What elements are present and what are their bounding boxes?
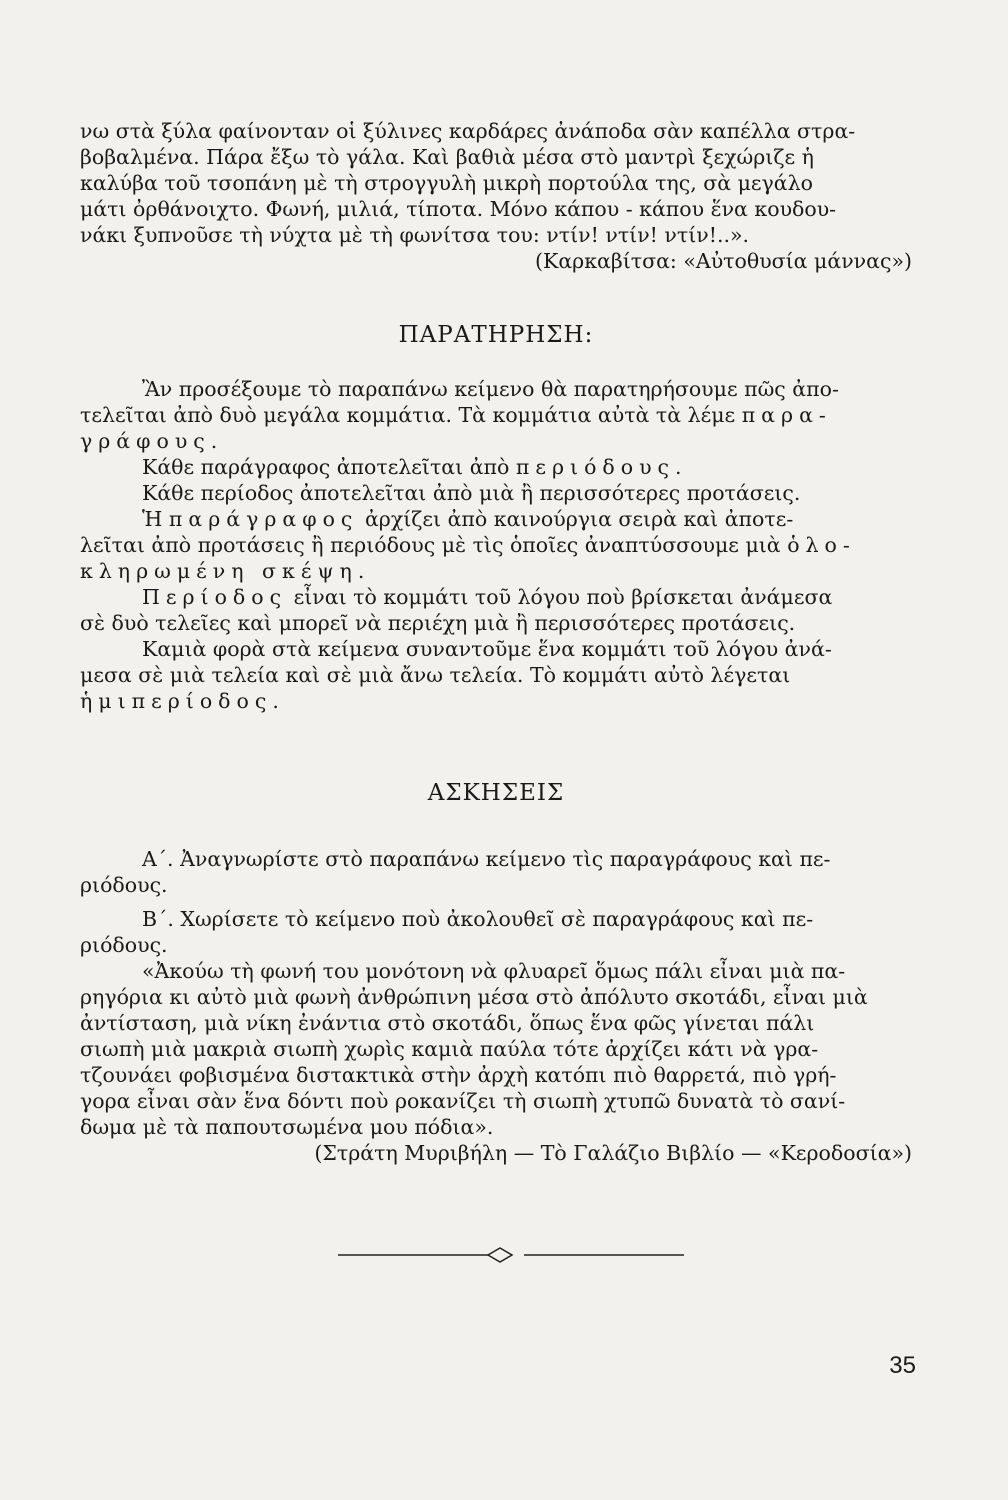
- text-line: [80, 532, 912, 558]
- text-line: μάτι ὀρθάνοιχτο. Φωνή, μιλιά, τίποτα. Μόνο κάπου - κάπου ἕνα κουδου-: [80, 197, 837, 221]
- emphasized-term: περιόδους.: [515, 455, 688, 479]
- text-line: Καμιὰ φορὰ στὰ κείμενα συναντοῦμε ἕνα κομμάτι τοῦ λόγου ἀνά-: [142, 637, 832, 661]
- text-line: βοβαλμένα. Πάρα ἔξω τὸ γάλα. Καὶ βαθιὰ μέσα στὸ μαντρὶ ξεχώριζε ἡ: [80, 145, 814, 169]
- quote-line: ρηγόρια κι αὐτὸ μιὰ φωνὴ ἀνθρώπινη μέσα στὸ ἀπόλυτο σκοτάδι, εἶναι μιὰ: [80, 985, 868, 1009]
- text-line: [80, 584, 912, 610]
- quote-line: «Ἀκούω τὴ φωνή του μονότονη νὰ φλυαρεῖ ὅμως πάλι εἶναι μιὰ πα-: [142, 959, 846, 983]
- text-fragment: Ἡ: [142, 507, 163, 531]
- intro-excerpt: [80, 118, 912, 274]
- observation-heading: ΠΑΡΑΤΗΡΗΣΗ:: [398, 322, 594, 348]
- text-fragment: ἀρχίζει ἀπὸ καινούργια σειρὰ καὶ ἀποτε-: [364, 507, 794, 531]
- quote-line: ἀντίσταση, μιὰ νίκη ἐνάντια στὸ σκοτάδι, ὅπως ἕνα φῶς γίνεται πάλι: [80, 1011, 815, 1035]
- text-line: Ἂν προσέξουμε τὸ παραπάνω κείμενο θὰ παρατηρήσουμε πῶς ἀπο-: [142, 377, 839, 401]
- exercises-heading: ΑΣΚΗΣΕΙΣ: [427, 780, 565, 806]
- text-line: [80, 506, 912, 532]
- text-line: μεσα σὲ μιὰ τελεία καὶ σὲ μιὰ ἄνω τελεία. Τὸ κομμάτι αὐτὸ λέγεται: [80, 663, 791, 687]
- quote-line: τζουνάει φοβισμένα διστακτικὰ στὴν ἀρχὴ κατόπι πιὸ θαρρετά, πιὸ γρή-: [80, 1063, 837, 1087]
- observation-section: [80, 376, 912, 714]
- text-line: νω στὰ ξύλα φαίνονταν οἱ ξύλινες καρδάρες ἀνάποδα σὰν καπέλλα στρα-: [80, 119, 856, 143]
- source-citation: (Καρκαβίτσα: «Αὐτοθυσία μάννας»): [535, 249, 912, 273]
- source-citation: (Στράτη Μυριβήλη — Τὸ Γαλάζιο Βιβλίο — «Κεροδοσία»): [314, 1141, 912, 1165]
- emphasized-term: παρα-: [741, 403, 832, 427]
- text-fragment: λεῖται ἀπὸ προτάσεις ἢ περιόδους μὲ τὶς ὁποῖες ἀναπτύσσουμε μιὰ: [80, 533, 781, 557]
- quote-line: σιωπὴ μιὰ μακριὰ σιωπὴ χωρὶς καμιὰ παύλα τότε ἀρχίζει κάτι νὰ γρα-: [80, 1037, 819, 1061]
- section-divider-ornament: [0, 1240, 1008, 1270]
- diamond-icon: [488, 1248, 512, 1262]
- quote-line: δωμα μὲ τὰ παπουτσωμένα μου πόδια».: [80, 1115, 494, 1139]
- text-fragment: εἶναι τὸ κομμάτι τοῦ λόγου ποὺ βρίσκεται ἀνάμεσα: [293, 585, 833, 609]
- page-number: 35: [889, 1352, 916, 1379]
- text-line: [80, 454, 912, 480]
- exercise-a-line: Α΄. Ἀναγνωρίστε στὸ παραπάνω κείμενο τὶς παραγράφους καὶ πε-: [142, 847, 831, 871]
- exercise-b-line: ριόδους.: [80, 933, 168, 957]
- text-fragment: τελεῖται ἀπὸ δυὸ μεγάλα κομμάτια. Τὰ κομμάτια αὐτὰ τὰ λέμε: [80, 403, 736, 427]
- emphasized-term: κληρωμένη σκέψη.: [80, 559, 371, 583]
- emphasized-term: ἡμιπερίοδος.: [80, 689, 285, 713]
- emphasized-term: γράφους.: [80, 429, 224, 453]
- text-fragment: Κάθε παράγραφος ἀποτελεῖται ἀπὸ: [142, 455, 510, 479]
- text-line: καλύβα τοῦ τσοπάνη μὲ τὴ στρογγυλὴ μικρὴ πορτούλα της, σὰ μεγάλο: [80, 171, 813, 195]
- text-line: νάκι ξυπνοῦσε τὴ νύχτα μὲ τὴ φωνίτσα του: ντίν! ντίν! ντίν!..».: [80, 223, 750, 247]
- emphasized-term: ὁλο-: [787, 533, 856, 557]
- text-line: [80, 402, 912, 428]
- exercise-a-line: ριόδους.: [80, 873, 168, 897]
- exercise-b-line: Β΄. Χωρίσετε τὸ κείμενο ποὺ ἀκολουθεῖ σὲ παραγράφους καὶ πε-: [142, 907, 814, 931]
- text-line: σὲ δυὸ τελεῖες καὶ μπορεῖ νὰ περιέχη μιὰ ἢ περισσότερες προτάσεις.: [80, 611, 796, 635]
- emphasized-term: Περίοδος: [142, 585, 288, 609]
- emphasized-term: παράγραφος: [168, 507, 359, 531]
- text-line: Κάθε περίοδος ἀποτελεῖται ἀπὸ μιὰ ἢ περισσότερες προτάσεις.: [142, 481, 801, 505]
- exercises-section: [80, 846, 912, 1166]
- quote-line: γορα εἶναι σὰν ἕνα δόντι ποὺ ροκανίζει τὴ σιωπὴ χτυπῶ δυνατὰ τὸ σανί-: [80, 1089, 846, 1113]
